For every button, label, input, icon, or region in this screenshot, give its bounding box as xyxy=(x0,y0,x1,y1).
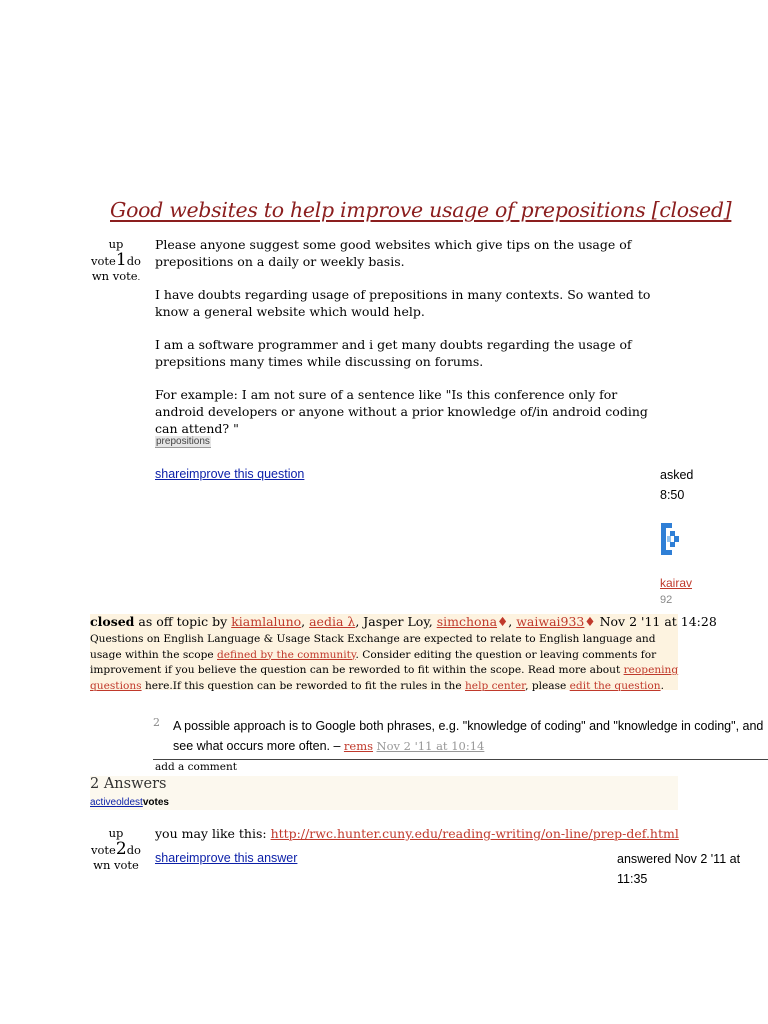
vote-count: 1 xyxy=(115,250,127,270)
asker-reputation: 92 xyxy=(660,594,673,606)
user-avatar-icon[interactable] xyxy=(660,521,680,557)
answer-upvote-button[interactable]: up xyxy=(108,826,124,840)
answered-info: answered Nov 2 '11 at 11:35 xyxy=(617,852,741,886)
comment xyxy=(173,716,768,756)
answer-link[interactable]: http://rwc.hunter.cuny.edu/reading-writing/on-line/prep-def.html xyxy=(270,826,679,841)
answer-vote: up vote2do wn vote xyxy=(86,824,146,875)
question-title[interactable]: Good websites to help improve usage of prepositions [closed] xyxy=(110,198,732,222)
answers-heading: 2 Answers xyxy=(90,776,167,792)
closer-2[interactable]: aedia λ xyxy=(309,614,356,629)
downvote-button[interactable]: wn vote xyxy=(91,269,138,283)
comment-score: 2 xyxy=(153,716,160,729)
answers-header-background xyxy=(90,776,678,810)
closed-date: Nov 2 '11 at 14:28 xyxy=(595,614,717,629)
closer-4[interactable]: simchona xyxy=(436,614,498,629)
closer-5[interactable]: waiwai933 xyxy=(516,614,585,629)
tab-votes[interactable]: votes xyxy=(142,797,169,808)
help-center-link[interactable]: help center xyxy=(464,679,526,692)
answer-vote-count: 2 xyxy=(115,839,127,859)
vote-label: vote xyxy=(91,254,116,268)
question-paragraph-2: I have doubts regarding usage of prepositions in many contexts. So wanted to know a general website which would help. xyxy=(155,287,651,319)
asked-label: asked xyxy=(660,468,694,482)
answer-downvote-button[interactable]: wn vote xyxy=(93,858,139,872)
closed-notice-text: Questions on English Language & Usage Stack Exchange are expected to relate to English language and usage within the scope defined by the community. Consider editing the question or leaving comments for improvement if you believe the question can be reworded to fit within the scope. Read more about reopening questions here.If this question can be reworded to fit the rules in the help center, please edit the question. xyxy=(90,633,679,692)
upvote-button[interactable]: up xyxy=(108,237,124,251)
tab-oldest[interactable]: oldest xyxy=(116,797,143,808)
asked-time: 8:50 xyxy=(660,488,685,502)
closed-notice-header: closed as off topic by kiamlaluno, aedia λ, Jasper Loy, simchona♦, waiwai933♦ Nov 2 '11 at 14:28 xyxy=(90,614,717,629)
answer-text: you may like this: xyxy=(155,826,271,841)
asker-name[interactable]: kairav xyxy=(660,576,693,590)
reopening-link[interactable]: reopening questions xyxy=(90,664,679,692)
comment-text: A possible approach is to Google both phrases, e.g. "knowledge of coding" and "knowledge in coding", and see what occurs more often. – xyxy=(173,719,764,753)
moderator-diamond-icon: ♦ xyxy=(584,614,596,629)
question-paragraph-1: Please anyone suggest some good websites which give tips on the usage of prepositions on a daily or weekly basis. xyxy=(155,237,632,269)
closer-1[interactable]: kiamlaluno xyxy=(231,614,302,629)
downvote-label-a[interactable]: do xyxy=(126,254,141,268)
question-paragraph-3: I am a software programmer and i get many doubts regarding the usage of prepsitions many times while discussing on forums. xyxy=(155,337,632,369)
comment-divider xyxy=(153,759,768,760)
closed-label: closed xyxy=(90,614,135,629)
tab-active[interactable]: active xyxy=(90,797,117,808)
answer-body xyxy=(155,826,679,841)
scope-link[interactable]: defined by the community xyxy=(217,648,356,661)
moderator-diamond-icon: ♦ xyxy=(497,614,509,629)
answer-sort-tabs xyxy=(90,797,169,808)
question-vote: up vote1do wn vote. xyxy=(86,235,146,287)
asked-info xyxy=(660,465,693,505)
add-comment-link[interactable]: add a comment xyxy=(155,761,237,773)
share-question-link[interactable]: shareimprove this question xyxy=(155,467,305,481)
tag-prepositions[interactable]: prepositions xyxy=(156,436,210,447)
comment-user[interactable]: rems xyxy=(343,739,374,753)
edit-question-link[interactable]: edit the question xyxy=(569,679,661,692)
share-answer-link[interactable]: shareimprove this answer xyxy=(155,851,298,865)
comment-date[interactable]: Nov 2 '11 at 10:14 xyxy=(376,739,485,753)
question-paragraph-4: For example: I am not sure of a sentence like "Is this conference only for android developers or anyone without a prior knowledge of/in android coding can attend? " xyxy=(155,387,648,436)
closer-3: Jasper Loy xyxy=(363,614,429,629)
